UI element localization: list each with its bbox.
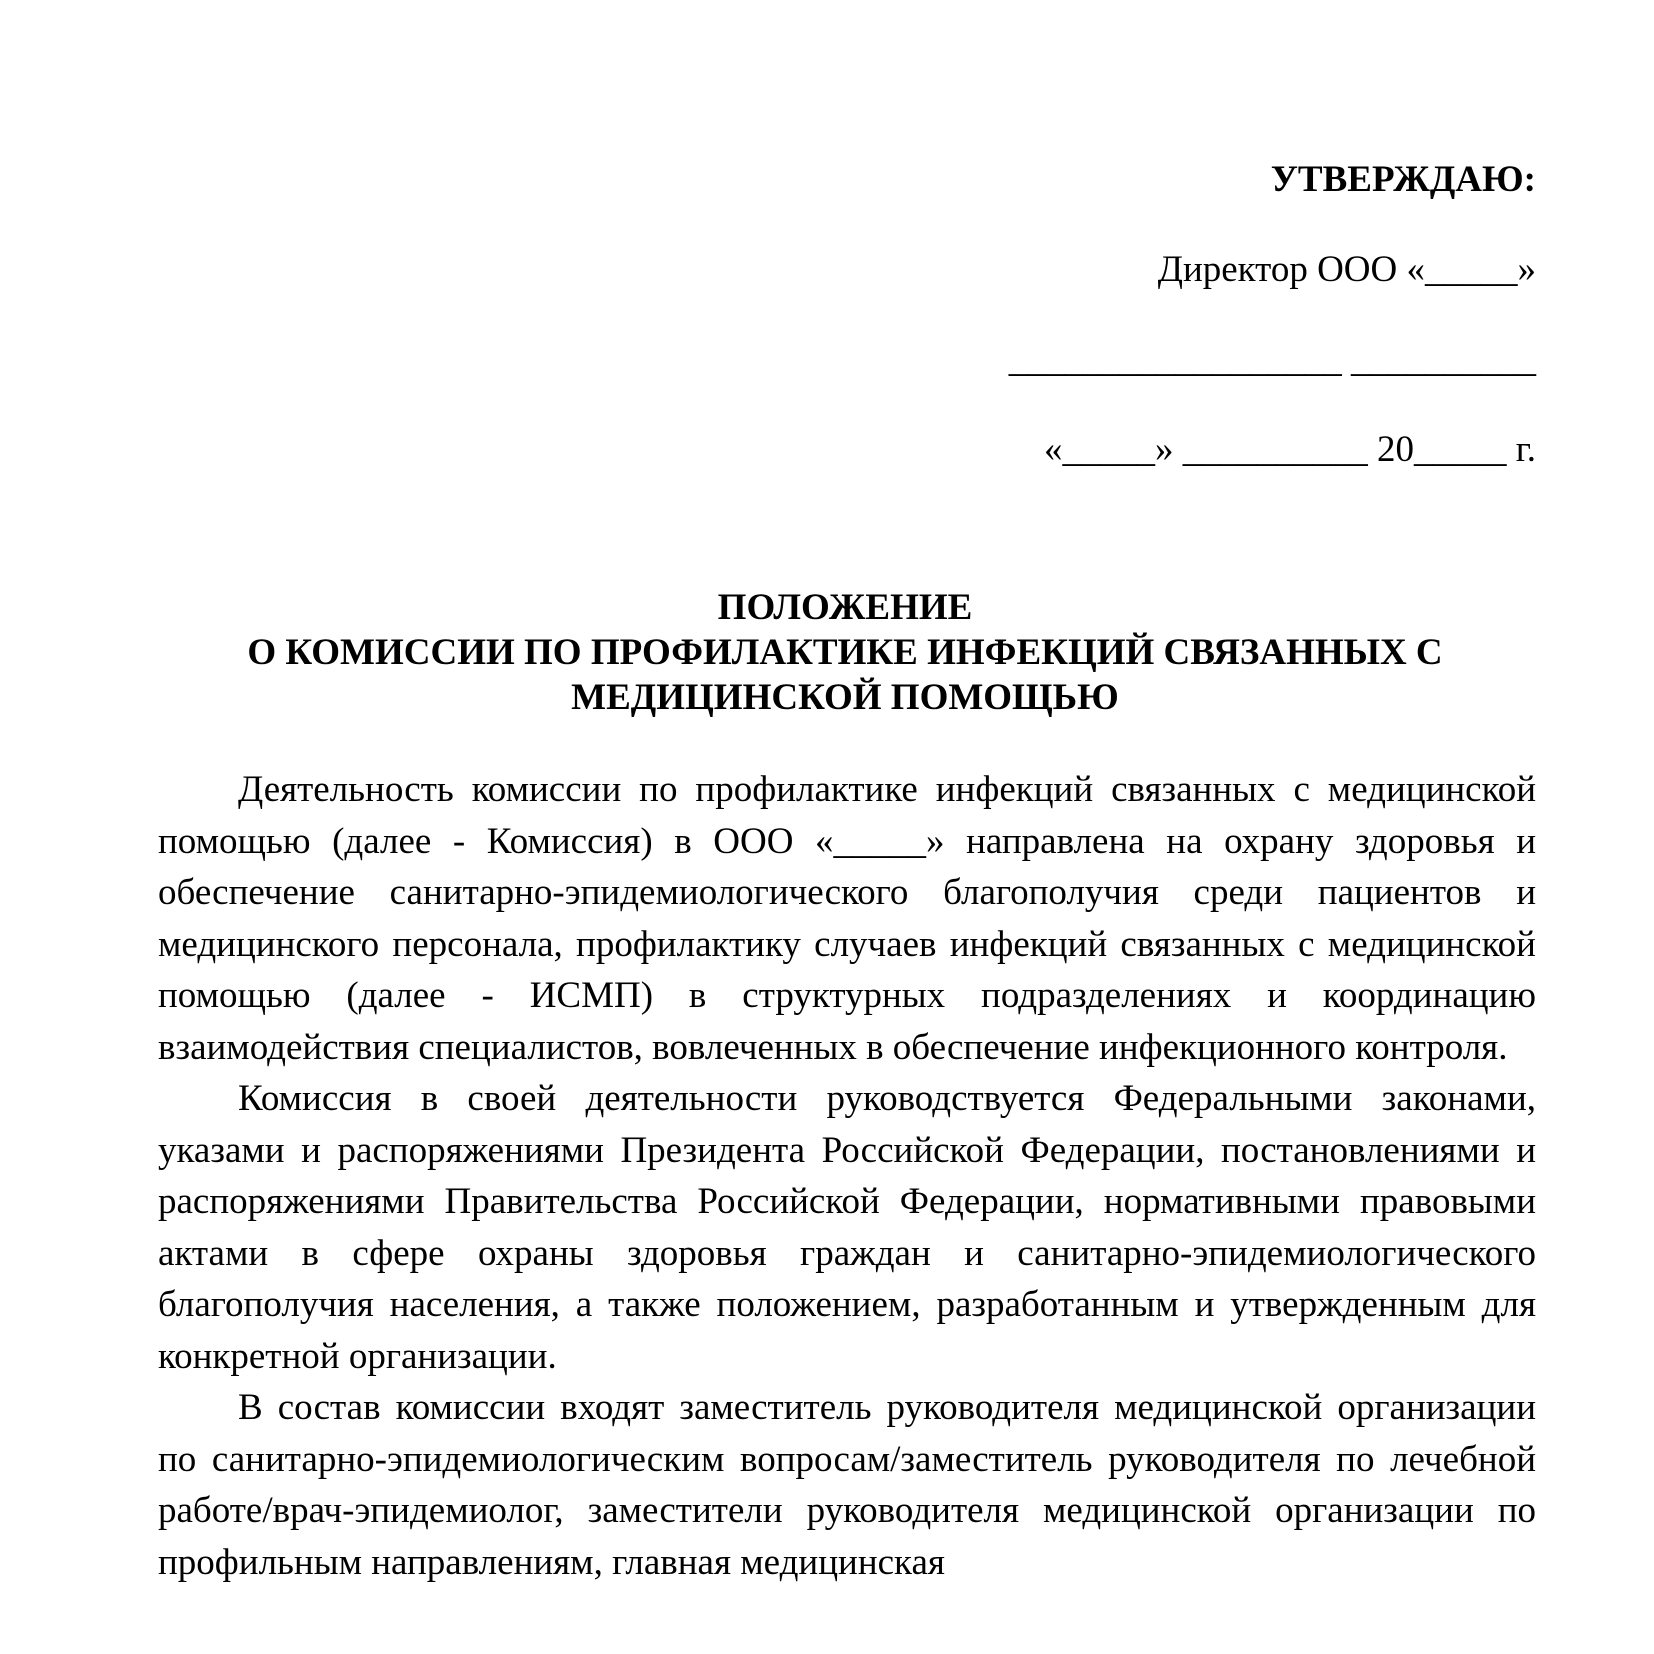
body-paragraph: Комиссия в своей деятельности руководствуется Федеральными законами, указами и распоряжениями Президента Российской Федерации, постановлениями и распоряжениями Правительства Российской Федерации, нормативными правовыми актами в сфере охраны здоровья граждан и санитарно-эпидемиологического благополучия населения, а также положением, разработанным и утвержденным для конкретной организации. [158,1078,1536,1377]
document-title-line: МЕДИЦИНСКОЙ ПОМОЩЬЮ [571,677,1119,718]
approval-title: УТВЕРЖДАЮ: [1270,159,1536,200]
approval-signature-line: __________________ __________ [1008,339,1536,380]
document-body [158,764,1536,1588]
document-title-line: О КОМИССИИ ПО ПРОФИЛАКТИКЕ ИНФЕКЦИЙ СВЯЗАННЫХ С [247,632,1443,673]
approval-date-line: «_____» __________ 20_____ г. [1043,429,1536,470]
body-paragraph: В состав комиссии входят заместитель руководителя медицинской организации по санитарно-эпидемиологическим вопросам/заместитель руководителя по лечебной работе/врач-эпидемиолог, заместители руководителя медицинской организации по профильным направлениям, главная медицинская [158,1387,1536,1583]
document-title-line: ПОЛОЖЕНИЕ [717,587,973,628]
body-paragraph: Деятельность комиссии по профилактике инфекций связанных с медицинской помощью (далее - Комиссия) в ООО «_____» направлена на охрану здоровья и обеспечение санитарно-эпидемиологического благополучия среди пациентов и медицинского персонала, профилактику случаев инфекций связанных с медицинской помощью (далее - ИСМП) в структурных подразделениях и координацию взаимодействия специалистов, вовлеченных в обеспечение инфекционного контроля. [158,769,1536,1068]
document-title [0,585,1654,720]
approval-director: Директор ООО «_____» [1157,249,1536,290]
